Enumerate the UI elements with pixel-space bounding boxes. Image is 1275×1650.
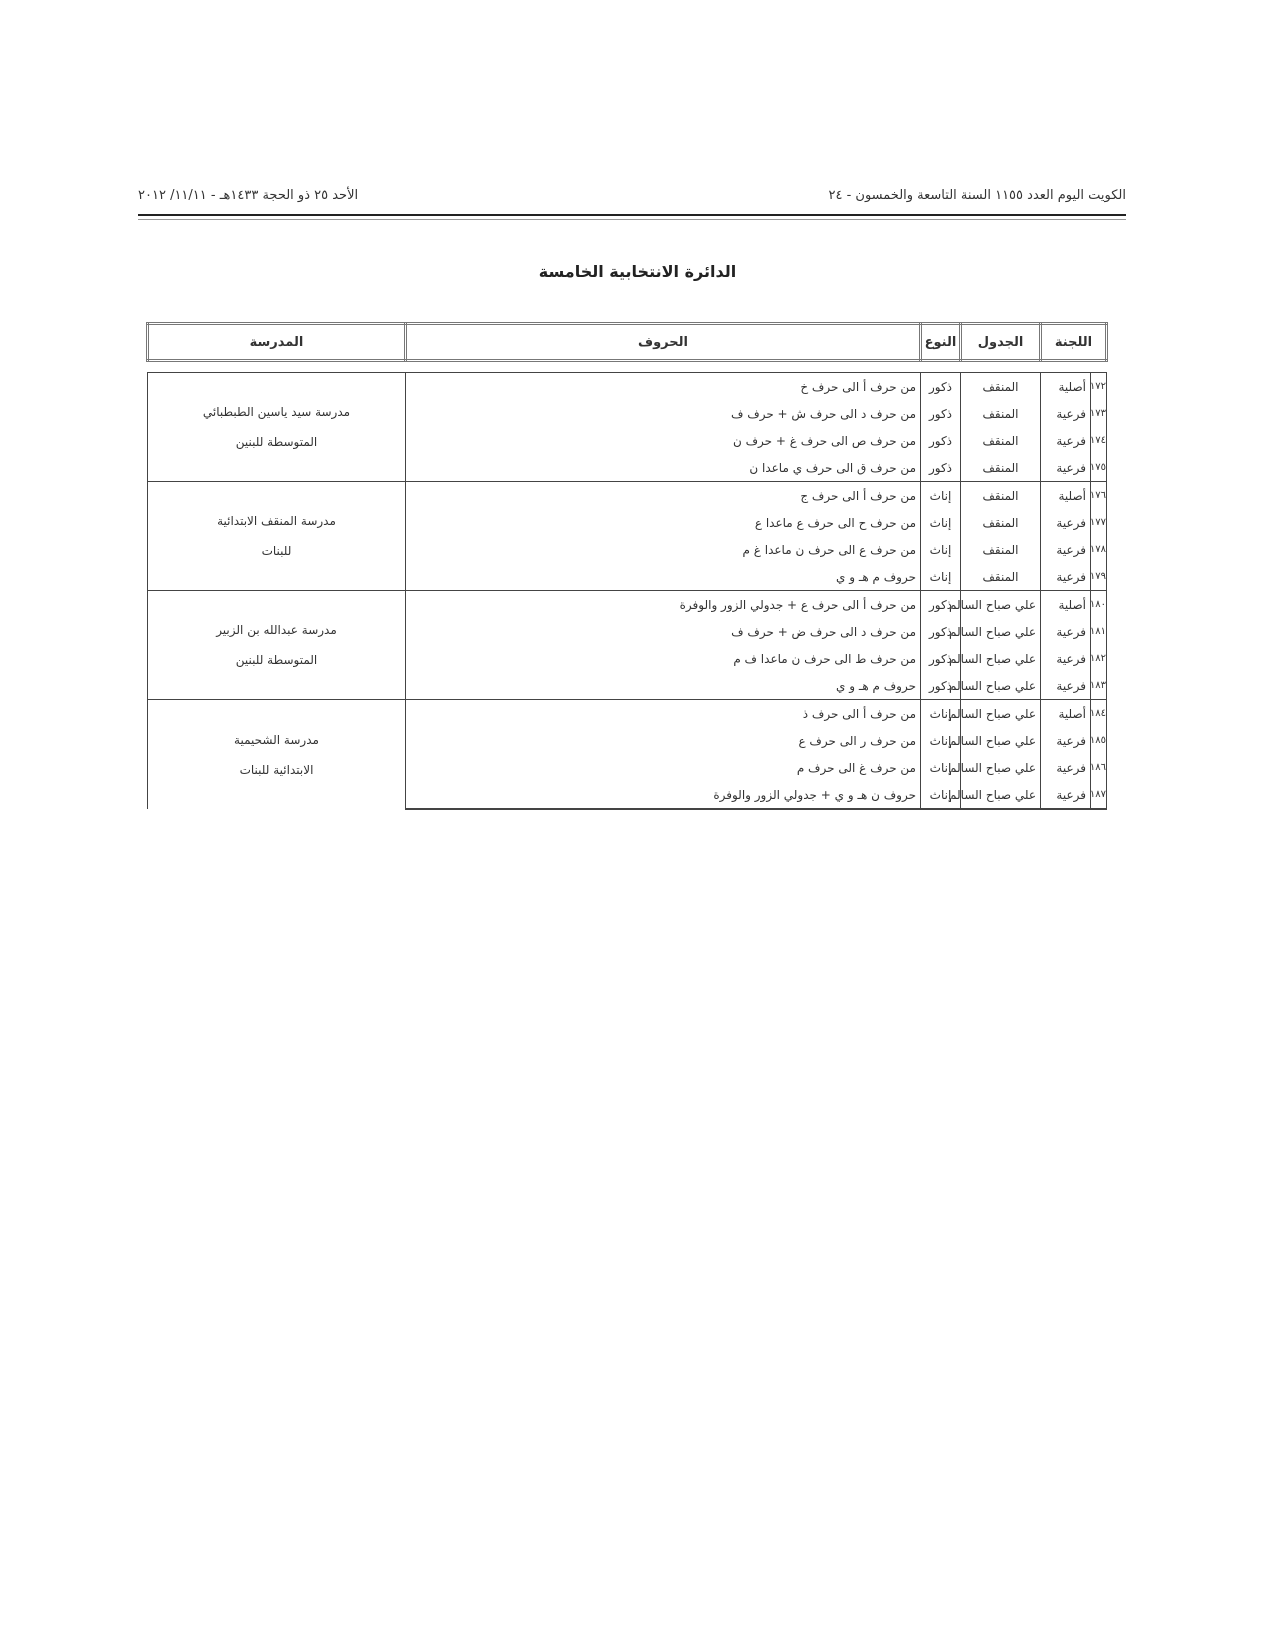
committee-type: أصلية	[1041, 700, 1091, 728]
committee-number: ١٧٥	[1091, 454, 1107, 482]
header-date: الأحد ٢٥ ذو الحجة ١٤٣٣هـ - ١١/١١/ ٢٠١٢	[138, 188, 359, 203]
gender: ذكور	[921, 645, 961, 672]
table-name: علي صباح السالم	[961, 645, 1041, 672]
letters-range: من حرف ط الى حرف ن ماعدا ف م	[406, 645, 921, 672]
committee-type: فرعية	[1041, 454, 1091, 482]
gender: ذكور	[921, 427, 961, 454]
committees-table	[146, 322, 1108, 810]
gender: ذكور	[921, 373, 961, 401]
table-name: علي صباح السالم	[961, 781, 1041, 809]
header-table: الجدول	[961, 324, 1041, 361]
gender: إناث	[921, 781, 961, 809]
table-name: علي صباح السالم	[961, 727, 1041, 754]
letters-range: من حرف غ الى حرف م	[406, 754, 921, 781]
table-body	[148, 373, 1107, 810]
school-name-line1: مدرسة عبدالله بن الزبير	[216, 623, 337, 637]
committee-type: فرعية	[1041, 781, 1091, 809]
committee-number: ١٨٥	[1091, 727, 1107, 754]
committee-number: ١٨٦	[1091, 754, 1107, 781]
school-name	[148, 591, 406, 700]
school-name-line2: للبنات	[261, 544, 292, 558]
page-title: الدائرة الانتخابية الخامسة	[538, 262, 737, 281]
table-header-row	[148, 324, 1107, 361]
letters-range: من حرف أ الى حرف ذ	[406, 700, 921, 728]
committee-type: أصلية	[1041, 373, 1091, 401]
committee-type: فرعية	[1041, 509, 1091, 536]
header-committee: اللجنة	[1041, 324, 1107, 361]
letters-range: من حرف أ الى حرف ج	[406, 482, 921, 510]
committee-number: ١٧٤	[1091, 427, 1107, 454]
committee-number: ١٨٤	[1091, 700, 1107, 728]
table-name: علي صباح السالم	[961, 754, 1041, 781]
table-name: المنقف	[961, 536, 1041, 563]
table-name: المنقف	[961, 373, 1041, 401]
school-name-line1: مدرسة الشحيمية	[234, 732, 319, 747]
committee-type: فرعية	[1041, 563, 1091, 591]
header-rule-thin	[138, 219, 1126, 220]
gender: ذكور	[921, 400, 961, 427]
letters-range: من حرف ح الى حرف ع ماعدا ع	[406, 509, 921, 536]
committee-type: فرعية	[1041, 400, 1091, 427]
letters-range: من حرف ق الى حرف ي ماعدا ن	[406, 454, 921, 482]
letters-range: من حرف أ الى حرف خ	[406, 373, 921, 401]
committee-type: فرعية	[1041, 754, 1091, 781]
committee-type: فرعية	[1041, 645, 1091, 672]
gender: إناث	[921, 727, 961, 754]
school-name	[148, 700, 406, 810]
committee-number: ١٨٧	[1091, 781, 1107, 809]
committee-type: فرعية	[1041, 536, 1091, 563]
letters-range: من حرف أ الى حرف ع + جدولي الزور والوفرة	[406, 591, 921, 619]
table-name: المنقف	[961, 454, 1041, 482]
table-row	[148, 482, 1107, 510]
school-name-line1: مدرسة سيد ياسين الطبطبائي	[202, 405, 351, 419]
school-name	[148, 482, 406, 591]
committee-number: ١٨٣	[1091, 672, 1107, 700]
school-name-line1: مدرسة المنقف الابتدائية	[217, 514, 336, 528]
committee-number: ١٧٣	[1091, 400, 1107, 427]
gender: ذكور	[921, 454, 961, 482]
page-header	[138, 184, 1126, 208]
school-name-line2: المتوسطة للبنين	[235, 653, 318, 667]
table-name: المنقف	[961, 400, 1041, 427]
header-letters: الحروف	[406, 324, 921, 361]
gender: ذكور	[921, 672, 961, 700]
table-name: المنقف	[961, 482, 1041, 510]
committee-number: ١٧٧	[1091, 509, 1107, 536]
gender: إناث	[921, 536, 961, 563]
gender: إناث	[921, 754, 961, 781]
committee-number: ١٧٩	[1091, 563, 1107, 591]
school-name-line2: الابتدائية للبنات	[239, 762, 314, 777]
committee-number: ١٧٦	[1091, 482, 1107, 510]
letters-range: من حرف ص الى حرف غ + حرف ن	[406, 427, 921, 454]
table-name: علي صباح السالم	[961, 591, 1041, 619]
committee-number: ١٨٢	[1091, 645, 1107, 672]
committee-type: فرعية	[1041, 618, 1091, 645]
header-rule	[138, 214, 1126, 216]
letters-range: من حرف د الى حرف ش + حرف ف	[406, 400, 921, 427]
table-row	[148, 373, 1107, 401]
letters-range: حروف م هـ و ي	[406, 672, 921, 700]
header-school: المدرسة	[148, 324, 406, 361]
gender: ذكور	[921, 591, 961, 619]
letters-range: من حرف ر الى حرف ع	[406, 727, 921, 754]
header-gender: النوع	[921, 324, 961, 361]
committee-type: أصلية	[1041, 482, 1091, 510]
gender: إناث	[921, 509, 961, 536]
table-row	[148, 591, 1107, 619]
school-name-line2: المتوسطة للبنين	[235, 435, 318, 449]
committee-number: ١٨١	[1091, 618, 1107, 645]
committee-number: ١٧٢	[1091, 373, 1107, 401]
committee-number: ١٧٨	[1091, 536, 1107, 563]
committee-type: فرعية	[1041, 727, 1091, 754]
letters-range: من حرف د الى حرف ض + حرف ف	[406, 618, 921, 645]
committee-number: ١٨٠	[1091, 591, 1107, 619]
gender: إناث	[921, 482, 961, 510]
table-name: علي صباح السالم	[961, 672, 1041, 700]
table-name: المنقف	[961, 563, 1041, 591]
table-row	[148, 700, 1107, 728]
letters-range: حروف ن هـ و ي + جدولي الزور والوفرة	[406, 781, 921, 809]
header-publication: الكويت اليوم العدد ١١٥٥ السنة التاسعة والخمسون - ٢٤	[828, 188, 1126, 203]
table-name: المنقف	[961, 427, 1041, 454]
table-name: علي صباح السالم	[961, 700, 1041, 728]
letters-range: حروف م هـ و ي	[406, 563, 921, 591]
table-name: المنقف	[961, 509, 1041, 536]
school-name	[148, 373, 406, 482]
committee-type: فرعية	[1041, 672, 1091, 700]
letters-range: من حرف ع الى حرف ن ماعدا غ م	[406, 536, 921, 563]
gender: إناث	[921, 700, 961, 728]
committee-type: أصلية	[1041, 591, 1091, 619]
committee-type: فرعية	[1041, 427, 1091, 454]
gender: ذكور	[921, 618, 961, 645]
table-name: علي صباح السالم	[961, 618, 1041, 645]
gender: إناث	[921, 563, 961, 591]
